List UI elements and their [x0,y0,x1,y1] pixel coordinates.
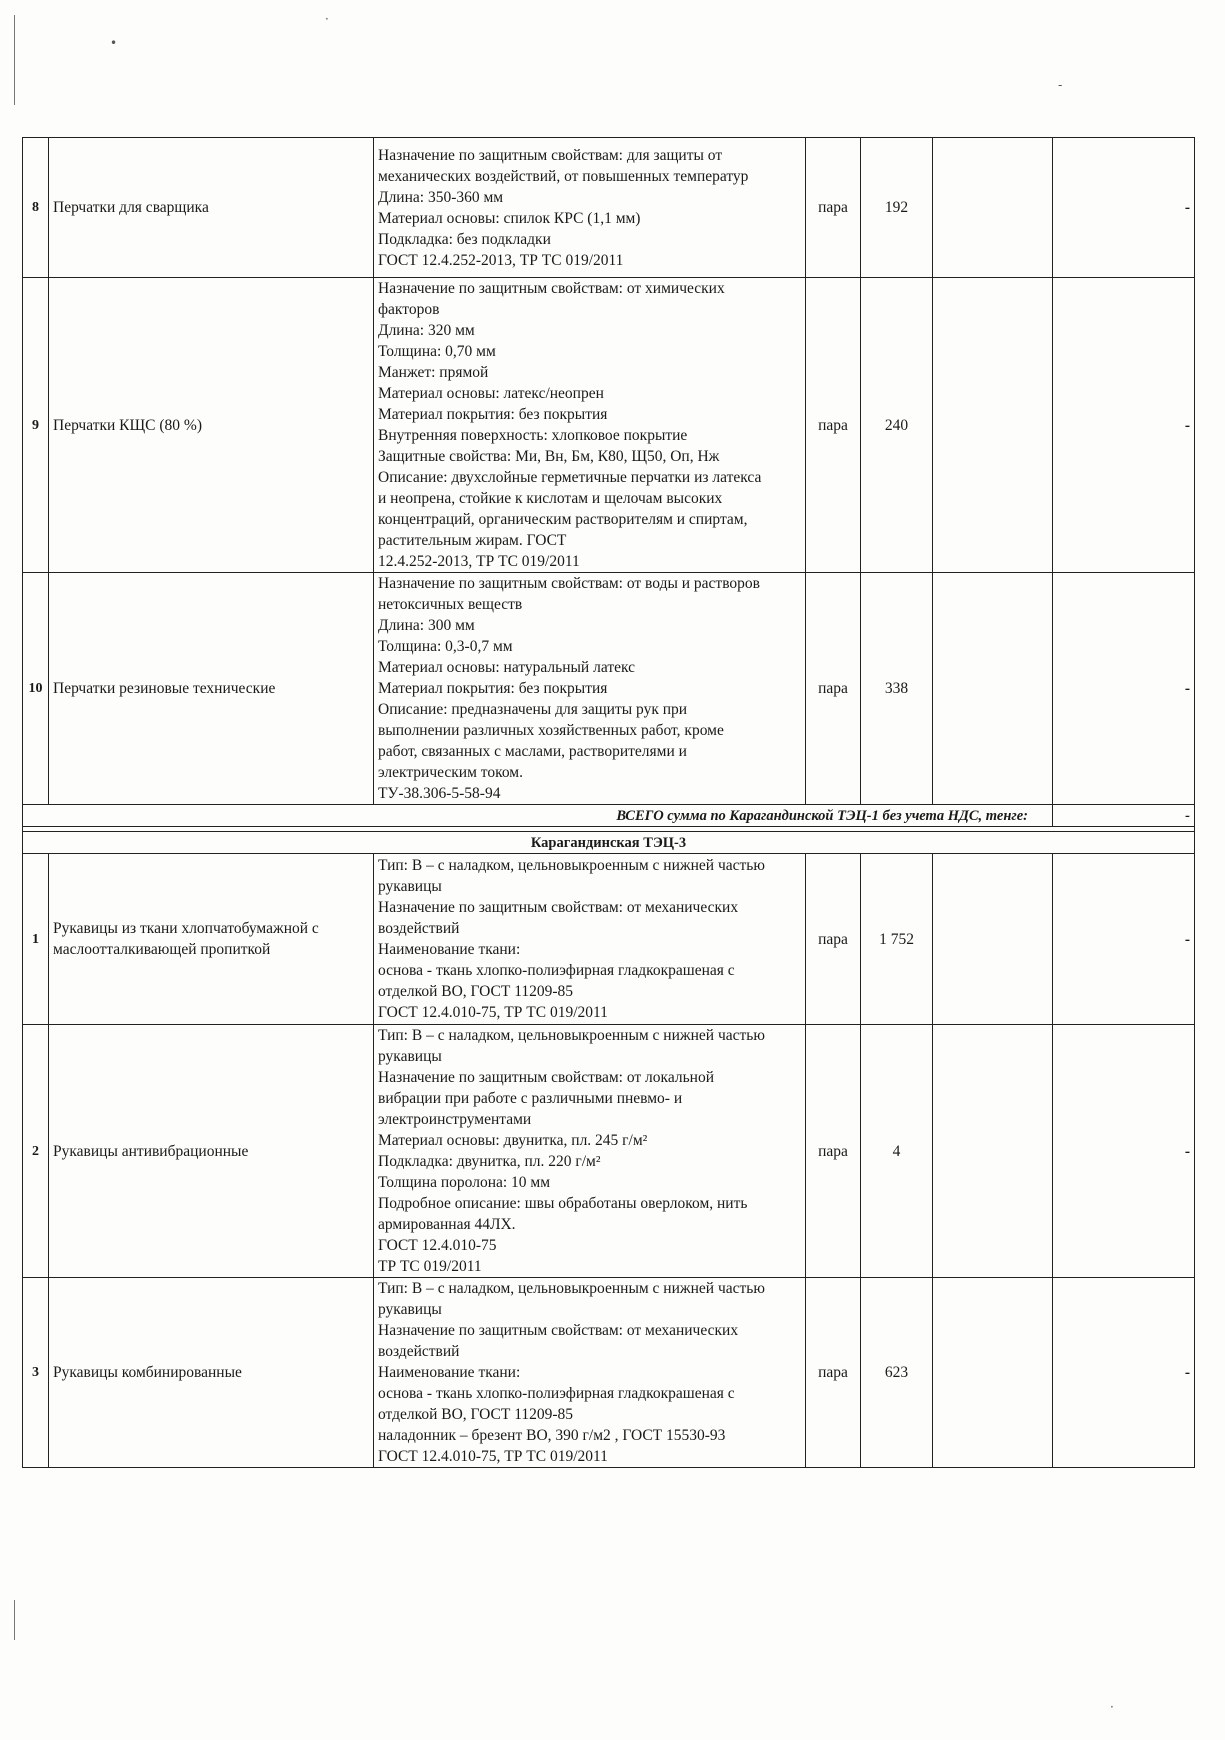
quantity: 623 [861,1278,933,1468]
description-line: армированная 44ЛХ. [378,1216,516,1233]
row-number: 8 [23,138,49,278]
description-line: основа - ткань хлопко-полиэфирная гладкокрашеная с [378,962,735,979]
description-line: отделкой ВО, ГОСТ 11209-85 [378,1406,574,1423]
description-line: выполнении различных хозяйственных работ, кроме [378,722,724,739]
unit-price [933,1278,1053,1468]
table-row [23,1278,1195,1468]
description-line: Назначение по защитным свойствам: для защиты от [378,146,723,164]
unit-of-measure: пара [806,854,861,1025]
description-line: Описание: предназначены для защиты рук при [378,701,688,718]
description-line: ГОСТ 12.4.010-75 [378,1237,497,1254]
item-description [374,278,806,573]
description-line: Подробное описание: швы обработаны оверлоком, нить [378,1195,748,1212]
description-line: Тип: В – с наладком, цельновыкроенным с нижней частью [378,857,765,874]
item-description [374,854,806,1025]
item-name: Перчатки для сварщика [49,138,374,278]
quantity: 4 [861,1025,933,1278]
description-line: основа - ткань хлопко-полиэфирная гладкокрашеная с [378,1385,735,1402]
description-line: Манжет: прямой [378,364,489,381]
row-number: 1 [23,854,49,1025]
description-line: ГОСТ 12.4.010-75, ТР ТС 019/2011 [378,1004,608,1021]
unit-price [933,854,1053,1025]
unit-of-measure: пара [806,1025,861,1278]
item-description [374,1278,806,1468]
table-row [23,278,1195,573]
line-sum: - [1053,1278,1195,1468]
description-line: работ, связанных с маслами, растворителями и [378,743,687,760]
description-line: Тип: В – с наладком, цельновыкроенным с нижней частью [378,1027,765,1044]
item-description [374,138,806,278]
row-number: 2 [23,1025,49,1278]
description-line: Толщина: 0,70 мм [378,343,496,360]
description-line: и неопрена, стойкие к кислотам и щелочам высоких [378,490,723,507]
description-line: Назначение по защитным свойствам: от механических [378,1322,739,1339]
description-line: растительным жирам. ГОСТ [378,532,567,549]
item-name: Рукавицы комбинированные [49,1278,374,1468]
description-line: Подкладка: без подкладки [378,230,551,248]
unit-price [933,278,1053,573]
table-row [23,138,1195,278]
unit-of-measure: пара [806,278,861,573]
scan-edge-mark [14,15,15,105]
description-line: Назначение по защитным свойствам: от локальной [378,1069,714,1086]
line-sum: - [1053,854,1195,1025]
table-body-karaganda-tec3 [23,854,1195,1468]
description-line: Назначение по защитным свойствам: от химических [378,280,725,297]
description-line: Толщина поролона: 10 мм [378,1174,551,1191]
item-description [374,573,806,805]
description-line: Внутренняя поверхность: хлопковое покрытие [378,427,688,444]
description-line: Материал основы: двунитка, пл. 245 г/м² [378,1132,648,1149]
description-line: электроинструментами [378,1111,532,1128]
table-body-karaganda-tec1 [23,138,1195,805]
quantity: 338 [861,573,933,805]
description-line: отделкой ВО, ГОСТ 11209-85 [378,983,574,1000]
table-row [23,1025,1195,1278]
item-name: Рукавицы из ткани хлопчатобумажной с маслоотталкивающей пропиткой [49,854,374,1025]
description-line: рукавицы [378,1048,442,1065]
scan-speck: · [1110,1700,1114,1714]
description-line: Материал покрытия: без покрытия [378,406,608,423]
section-row [23,832,1195,854]
unit-of-measure: пара [806,573,861,805]
description-line: воздействий [378,920,460,937]
scan-speck: • [110,36,118,50]
description-line: ГОСТ 12.4.010-75, ТР ТС 019/2011 [378,1448,608,1465]
row-number: 9 [23,278,49,573]
description-line: Длина: 350-360 мм [378,188,504,206]
item-description [374,1025,806,1278]
description-line: Длина: 300 мм [378,617,475,634]
item-name: Перчатки КЩС (80 %) [49,278,374,573]
description-line: Назначение по защитным свойствам: от механических [378,899,739,916]
description-line: ГОСТ 12.4.252-2013, ТР ТС 019/2011 [378,251,624,269]
unit-of-measure: пара [806,138,861,278]
table-row [23,573,1195,805]
description-line: Материал основы: спилок КРС (1,1 мм) [378,209,641,227]
table-row [23,854,1195,1025]
description-line: Наименование ткани: [378,1364,521,1381]
description-line: ТУ-38.306-5-58-94 [378,785,501,802]
section-title: Карагандинская ТЭЦ-3 [23,832,1195,854]
description-line: факторов [378,301,440,318]
row-number: 3 [23,1278,49,1468]
unit-price [933,138,1053,278]
description-line: нетоксичных веществ [378,596,523,613]
specification-table [22,137,1195,1468]
description-line: Материал покрытия: без покрытия [378,680,608,697]
description-line: Подкладка: двунитка, пл. 220 г/м² [378,1153,601,1170]
description-line: Назначение по защитным свойствам: от воды и растворов [378,575,760,592]
line-sum: - [1053,573,1195,805]
item-name: Перчатки резиновые технические [49,573,374,805]
description-line: Описание: двухслойные герметичные перчатки из латекса [378,469,762,486]
description-line: вибрации при работе с различными пневмо- и [378,1090,683,1107]
unit-price [933,1025,1053,1278]
description-line: ТР ТС 019/2011 [378,1258,482,1275]
unit-of-measure: пара [806,1278,861,1468]
quantity: 1 752 [861,854,933,1025]
unit-price [933,573,1053,805]
scan-speck: - [1058,78,1063,92]
item-name: Рукавицы антивибрационные [49,1025,374,1278]
scan-speck: · [325,12,329,26]
description-line: Материал основы: латекс/неопрен [378,385,604,402]
description-line: электрическим током. [378,764,523,781]
total-value: - [1053,805,1195,827]
description-line: наладонник – брезент ВО, 390 г/м2 , ГОСТ 15530-93 [378,1427,726,1444]
description-line: Материал основы: натуральный латекс [378,659,635,676]
description-line: Длина: 320 мм [378,322,475,339]
line-sum: - [1053,1025,1195,1278]
description-line: рукавицы [378,878,442,895]
description-line: концентраций, органическим растворителям и спиртам, [378,511,748,528]
description-line: воздействий [378,1343,460,1360]
row-number: 10 [23,573,49,805]
quantity: 240 [861,278,933,573]
quantity: 192 [861,138,933,278]
table-total-block [23,805,1195,854]
description-line: механических воздействий, от повышенных температур [378,167,749,185]
description-line: Толщина: 0,3-0,7 мм [378,638,513,655]
total-label: ВСЕГО сумма по Карагандинской ТЭЦ-1 без учета НДС, тенге: [23,805,1053,827]
description-line: Наименование ткани: [378,941,521,958]
scan-edge-mark [14,1600,15,1640]
line-sum: - [1053,278,1195,573]
description-line: рукавицы [378,1301,442,1318]
description-line: 12.4.252-2013, ТР ТС 019/2011 [378,553,580,570]
description-line: Защитные свойства: Ми, Вн, Бм, К80, Щ50, Оп, Нж [378,448,720,465]
total-row [23,805,1195,827]
line-sum: - [1053,138,1195,278]
description-line: Тип: В – с наладком, цельновыкроенным с нижней частью [378,1280,765,1297]
